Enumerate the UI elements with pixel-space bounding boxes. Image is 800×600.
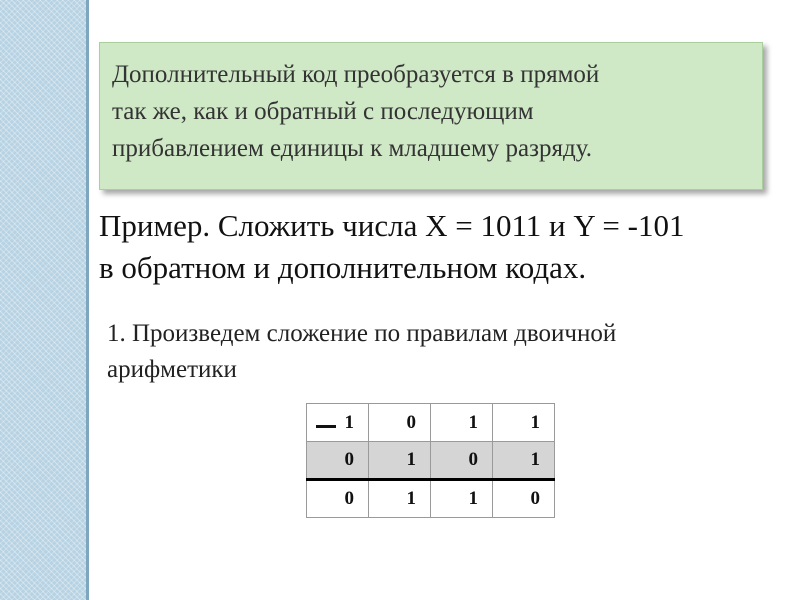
step-text xyxy=(107,316,787,388)
table-cell: 1 xyxy=(369,442,431,480)
table-cell: 1 xyxy=(307,404,369,442)
table-row xyxy=(307,442,555,480)
decorative-side-strip xyxy=(0,0,86,600)
table-row xyxy=(307,404,555,442)
minus-sign-icon xyxy=(316,425,336,428)
note-line: прибавлением единицы к младшему разряду. xyxy=(112,135,592,162)
table-cell: 1 xyxy=(493,404,555,442)
table-cell: 1 xyxy=(431,404,493,442)
table-cell: 1 xyxy=(493,442,555,480)
table-row xyxy=(307,480,555,518)
table-cell: 0 xyxy=(307,480,369,518)
side-divider xyxy=(86,0,89,600)
step-line: 1. Произведем сложение по правилам двоичной xyxy=(107,320,617,347)
table-cell: 1 xyxy=(431,480,493,518)
table-cell: 0 xyxy=(431,442,493,480)
table-cell: 1 xyxy=(369,480,431,518)
example-line: Пример. Сложить числа X = 1011 и Y = -101 xyxy=(99,208,685,243)
table-cell: 0 xyxy=(493,480,555,518)
binary-subtraction-table xyxy=(306,403,555,518)
note-line: так же, как и обратный с последующим xyxy=(112,98,534,125)
example-heading xyxy=(99,205,779,289)
definition-note xyxy=(99,42,763,190)
note-line: Дополнительный код преобразуется в прямой xyxy=(112,61,600,88)
table-cell: 0 xyxy=(307,442,369,480)
example-line: в обратном и дополнительном кодах. xyxy=(99,250,587,285)
table-cell: 0 xyxy=(369,404,431,442)
step-line: арифметики xyxy=(107,356,237,383)
